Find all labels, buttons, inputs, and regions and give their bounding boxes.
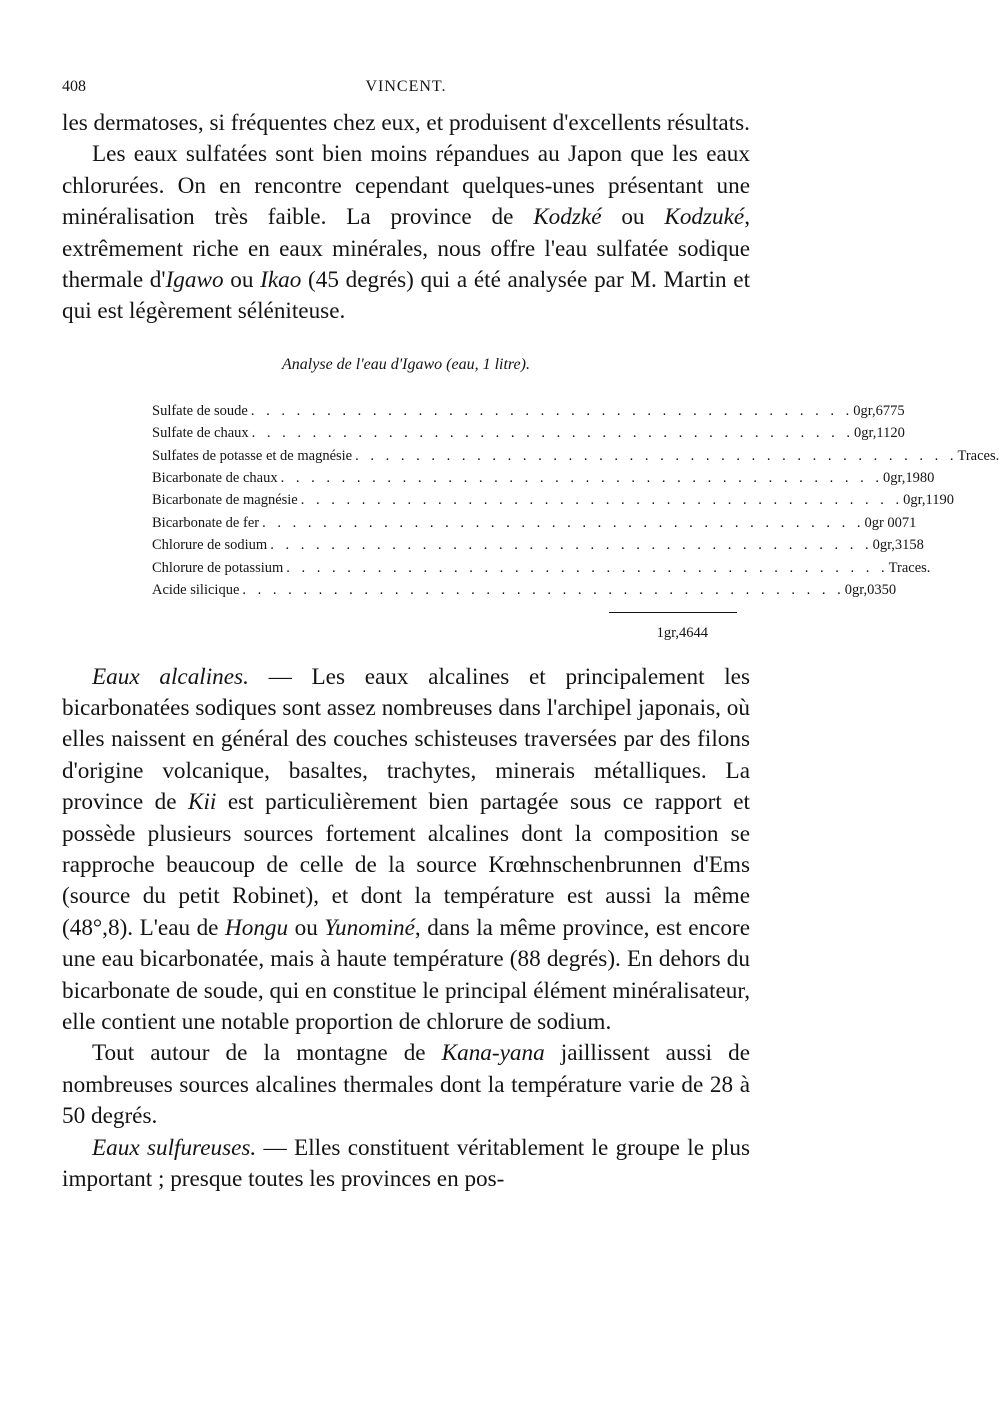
paragraph-1: les dermatoses, si fréquentes chez eux, et produisent d'excellents résultats. — [62, 110, 750, 136]
row-label: Bicarbonate de fer — [152, 514, 260, 531]
row-value: 0gr,1120 — [854, 425, 905, 442]
leader-dots: . . . . . . . . . . . . . . . . . . . . . . . . . . . . . . . . . . . . . . . . — [250, 402, 854, 419]
row-label: Sulfates de potasse et de magnésie — [152, 447, 353, 464]
place-name: Hongu — [224, 914, 289, 941]
table-row — [62, 445, 999, 467]
leader-dots: . . . . . . . . . . . . . . . . . . . . . . . . . . . . . . . . . . . . . . . . — [300, 492, 904, 509]
row-value: 0gr,3158 — [872, 537, 924, 554]
total-rule — [609, 612, 737, 613]
place-name: Kii — [188, 789, 217, 816]
row-value: 0gr,0350 — [844, 582, 897, 599]
place-name: Kana-yana — [441, 1040, 545, 1067]
table-row — [62, 512, 917, 534]
leader-dots: . . . . . . . . . . . . . . . . . . . . . . . . . . . . . . . . . . . . . . . . — [286, 559, 889, 576]
row-value: 0gr,6775 — [853, 402, 905, 419]
book-page — [62, 78, 999, 1195]
table-row — [62, 467, 935, 489]
row-value: 0gr 0071 — [864, 514, 917, 531]
running-header — [62, 78, 750, 108]
leader-dots: . . . . . . . . . . . . . . . . . . . . . . . . . . . . . . . . . . . . . . . . — [251, 425, 855, 442]
leader-dots: . . . . . . . . . . . . . . . . . . . . . . . . . . . . . . . . . . . . . . . . — [262, 514, 865, 531]
table-row — [62, 557, 931, 579]
paragraph-5: Eaux sulfureuses. — Elles constituent véritablement le groupe le plus important ; presque toutes les provinces en pos- — [62, 1134, 750, 1192]
row-label: Sulfate de soude — [152, 402, 248, 419]
analysis-table — [62, 400, 999, 602]
table-row — [62, 489, 954, 511]
section-heading: Eaux sulfureuses. — [92, 1134, 257, 1161]
place-name: Igawo — [165, 267, 224, 294]
table-row — [62, 400, 905, 422]
table-caption: Analyse de l'eau d'Igawo (eau, 1 litre). — [282, 355, 530, 373]
row-label: Bicarbonate de magnésie — [152, 492, 298, 509]
leader-dots: . . . . . . . . . . . . . . . . . . . . . . . . . . . . . . . . . . . . . . . . — [242, 582, 845, 599]
place-name: Kodzuké — [664, 204, 745, 231]
row-value: 0gr,1190 — [903, 492, 954, 509]
section-heading: Eaux alcalines. — [92, 663, 249, 690]
running-title: VINCENT. — [365, 78, 447, 95]
place-name: Kodzké — [533, 204, 602, 231]
leader-dots: . . . . . . . . . . . . . . . . . . . . . . . . . . . . . . . . . . . . . . . . — [270, 537, 873, 554]
table-row — [62, 422, 905, 444]
table-row — [62, 534, 924, 556]
row-label: Bicarbonate de chaux — [152, 470, 278, 487]
table-row — [62, 579, 897, 601]
row-value: 0gr,1980 — [882, 470, 935, 487]
page-number: 408 — [62, 78, 86, 95]
leader-dots: . . . . . . . . . . . . . . . . . . . . . . . . . . . . . . . . . . . . . . . . — [355, 447, 958, 464]
paragraph-2: Les eaux sulfatées sont bien moins répandues au Japon que les eaux chlorurées. On en rencontre cependant quelques-unes présentant une minéralisation très faible. La province de Kodzké ou Kodzuké, extrêmement riche en eaux minérales, nous offre l'eau sulfatée sodique thermale d'Igawo ou Ikao (45 degrés) qui a été analysée par M. Martin et qui est légèrement séléniteuse. — [62, 141, 751, 325]
place-name: Yunominé — [324, 914, 415, 941]
paragraph-4: Tout autour de la montagne de Kana-yana jaillissent aussi de nombreuses sources alcalines thermales dont la température varie de 28 à 50 degrés. — [62, 1040, 750, 1130]
place-name: Ikao — [260, 267, 302, 294]
row-label: Chlorure de potassium — [152, 559, 284, 576]
row-label: Acide silicique — [152, 582, 240, 599]
row-label: Chlorure de sodium — [152, 537, 268, 554]
row-label: Sulfate de chaux — [152, 425, 249, 442]
leader-dots: . . . . . . . . . . . . . . . . . . . . . . . . . . . . . . . . . . . . . . . . — [280, 470, 883, 487]
row-value: Traces. — [888, 559, 931, 576]
row-value: Traces. — [957, 447, 999, 464]
paragraph-3: Eaux alcalines. — Les eaux alcalines et principalement les bicarbonatées sodiques sont assez nombreuses dans l'archipel japonais, où elles naissent en général des couches schisteuses traversées par des filons d'origine volcanique, basaltes, trachytes, minerais métalliques. La province de Kii est particulièrement bien partagée sous ce rapport et possède plusieurs sources fortement alcalines dont la composition se rapproche beaucoup de celle de la source Krœhnschenbrunnen d'Ems (source du petit Robinet), et dont la température est aussi la même (48°,8). L'eau de Hongu ou Yunominé, dans la même province, est encore une eau bicarbonatée, mais à haute température (88 degrés). En dehors du bicarbonate de soude, qui en constitue le principal élément minéralisateur, elle contient une notable proportion de chlorure de sodium. — [62, 663, 751, 1035]
table-total: 1gr,4644 — [656, 624, 708, 641]
